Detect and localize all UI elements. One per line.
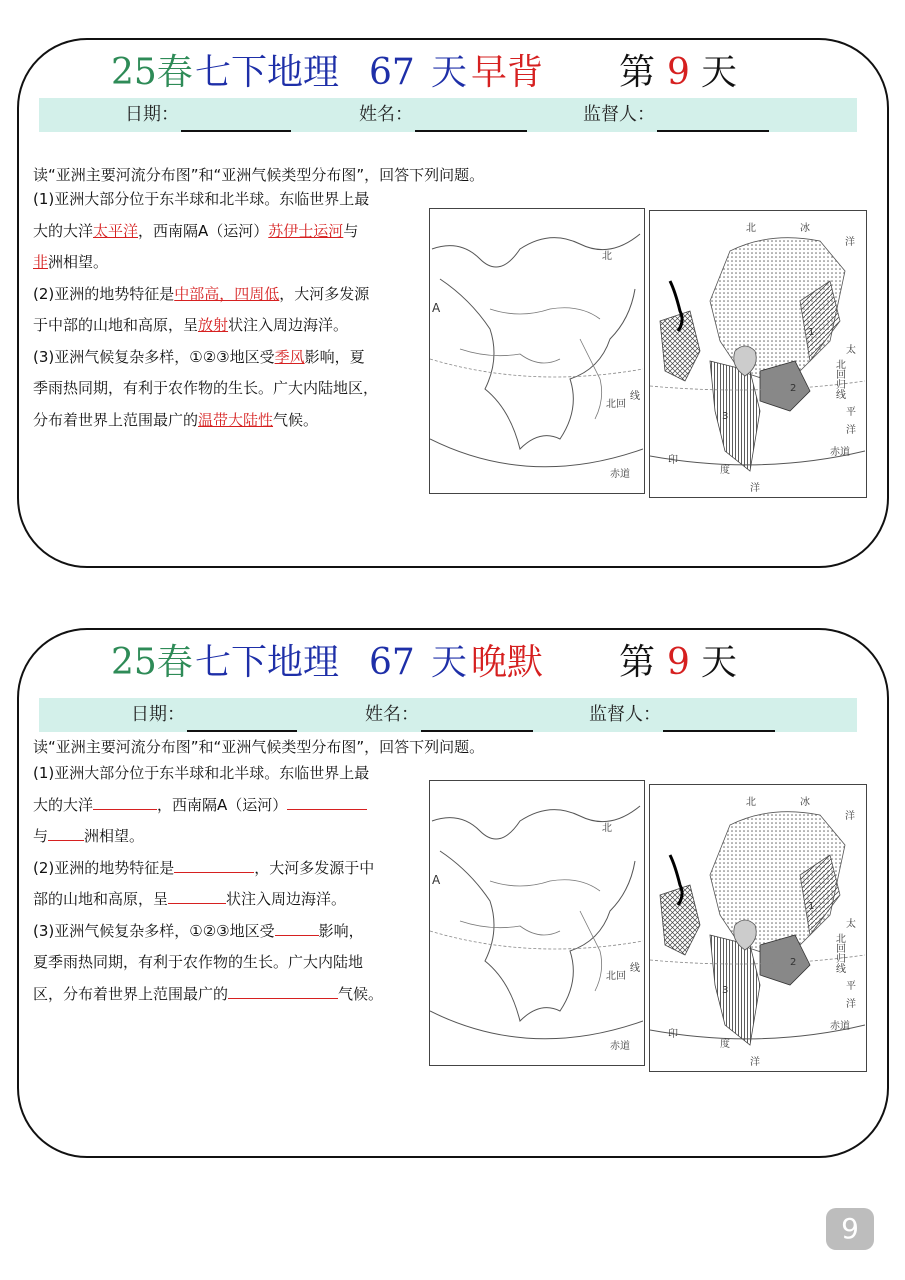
blank-terrain[interactable] bbox=[174, 854, 254, 873]
morning-intro: 读“亚洲主要河流分布图”和“亚洲气候类型分布图”，回答下列问题。 bbox=[33, 166, 485, 184]
river-map: A 北 北回 线 赤道 bbox=[429, 780, 645, 1066]
supervisor-blank[interactable] bbox=[657, 104, 769, 132]
answer-continental: 温带大陆性 bbox=[198, 410, 274, 429]
blank-climate[interactable] bbox=[228, 980, 338, 999]
evening-intro: 读“亚洲主要河流分布图”和“亚洲气候类型分布图”，回答下列问题。 bbox=[33, 738, 485, 756]
evening-card bbox=[17, 628, 889, 1158]
morning-q3: (3)亚洲气候复杂多样，①②③地区受季风影响，夏 季雨热同期，有利于农作物的生长。广大内陆地区， 分布着世界上范围最广的温带大陆性气候。 bbox=[33, 347, 379, 429]
blank-canal[interactable] bbox=[287, 791, 367, 810]
answer-africa: 非 bbox=[33, 253, 49, 271]
supervisor-field[interactable]: 监督人： bbox=[583, 98, 769, 132]
blank-monsoon[interactable] bbox=[275, 917, 319, 936]
date-blank[interactable] bbox=[181, 104, 291, 132]
name-field[interactable]: 姓名： bbox=[365, 698, 533, 732]
evening-title: 25春 七下地理 67 天 晚默 第 9 天 bbox=[111, 642, 738, 683]
date-blank[interactable] bbox=[187, 704, 297, 732]
river-map: A 北 北回 线 赤道 bbox=[429, 208, 645, 494]
answer-terrain: 中部高，四周低 bbox=[174, 284, 280, 303]
evening-q1: (1)亚洲大部分位于东半球和北半球。东临世界上最 大的大洋 ，西南隔A（运河） 与 洲相望。 bbox=[33, 764, 370, 845]
name-blank[interactable] bbox=[421, 704, 533, 732]
answer-pacific: 太平洋 bbox=[93, 221, 139, 240]
climate-map: 北 冰 洋 太 平 洋 北回归线 赤道 印 度 洋 1 2 3 bbox=[649, 210, 867, 498]
evening-info-bar bbox=[39, 698, 857, 732]
name-blank[interactable] bbox=[415, 104, 527, 132]
supervisor-field[interactable]: 监督人： bbox=[589, 698, 775, 732]
evening-q2: (2)亚洲的地势特征是 ，大河多发源于中 部的山地和高原，呈 状注入周边海洋。 bbox=[33, 853, 419, 916]
morning-q2: (2)亚洲的地势特征是中部高，四周低，大河多发源 于中部的山地和高原，呈放射状注入周边海洋。 bbox=[33, 284, 370, 334]
answer-suez: 苏伊士运河 bbox=[268, 221, 344, 240]
evening-questions bbox=[33, 758, 419, 1010]
blank-continent[interactable] bbox=[48, 822, 84, 841]
name-field[interactable]: 姓名： bbox=[359, 98, 527, 132]
supervisor-blank[interactable] bbox=[663, 704, 775, 732]
answer-monsoon: 季风 bbox=[274, 347, 305, 366]
blank-pattern[interactable] bbox=[168, 885, 226, 904]
date-field[interactable]: 日期： bbox=[131, 698, 297, 732]
answer-radial: 放射 bbox=[198, 316, 229, 334]
evening-q3: (3)亚洲气候复杂多样，①②③地区受 影响， 夏季雨热同期，有利于农作物的生长。广大内陆地 区，分布着世界上范围最广的 气候。 bbox=[33, 916, 419, 1011]
page-number-badge: 9 bbox=[826, 1208, 874, 1250]
morning-info-bar bbox=[39, 98, 857, 132]
morning-title: 25春 七下地理 67 天 早背 第 9 天 bbox=[111, 52, 738, 93]
date-field[interactable]: 日期： bbox=[125, 98, 291, 132]
morning-questions bbox=[33, 184, 419, 436]
morning-card bbox=[17, 38, 889, 568]
blank-ocean[interactable] bbox=[93, 791, 157, 810]
climate-map: 北 冰 洋 太 平 洋 北回归线 赤道 印 度 洋 1 2 3 bbox=[649, 784, 867, 1072]
morning-q1: (1)亚洲大部分位于东半球和北半球。东临世界上最 大的大洋太平洋，西南隔A（运河）苏伊士运河与 非洲相望。 bbox=[33, 190, 370, 271]
